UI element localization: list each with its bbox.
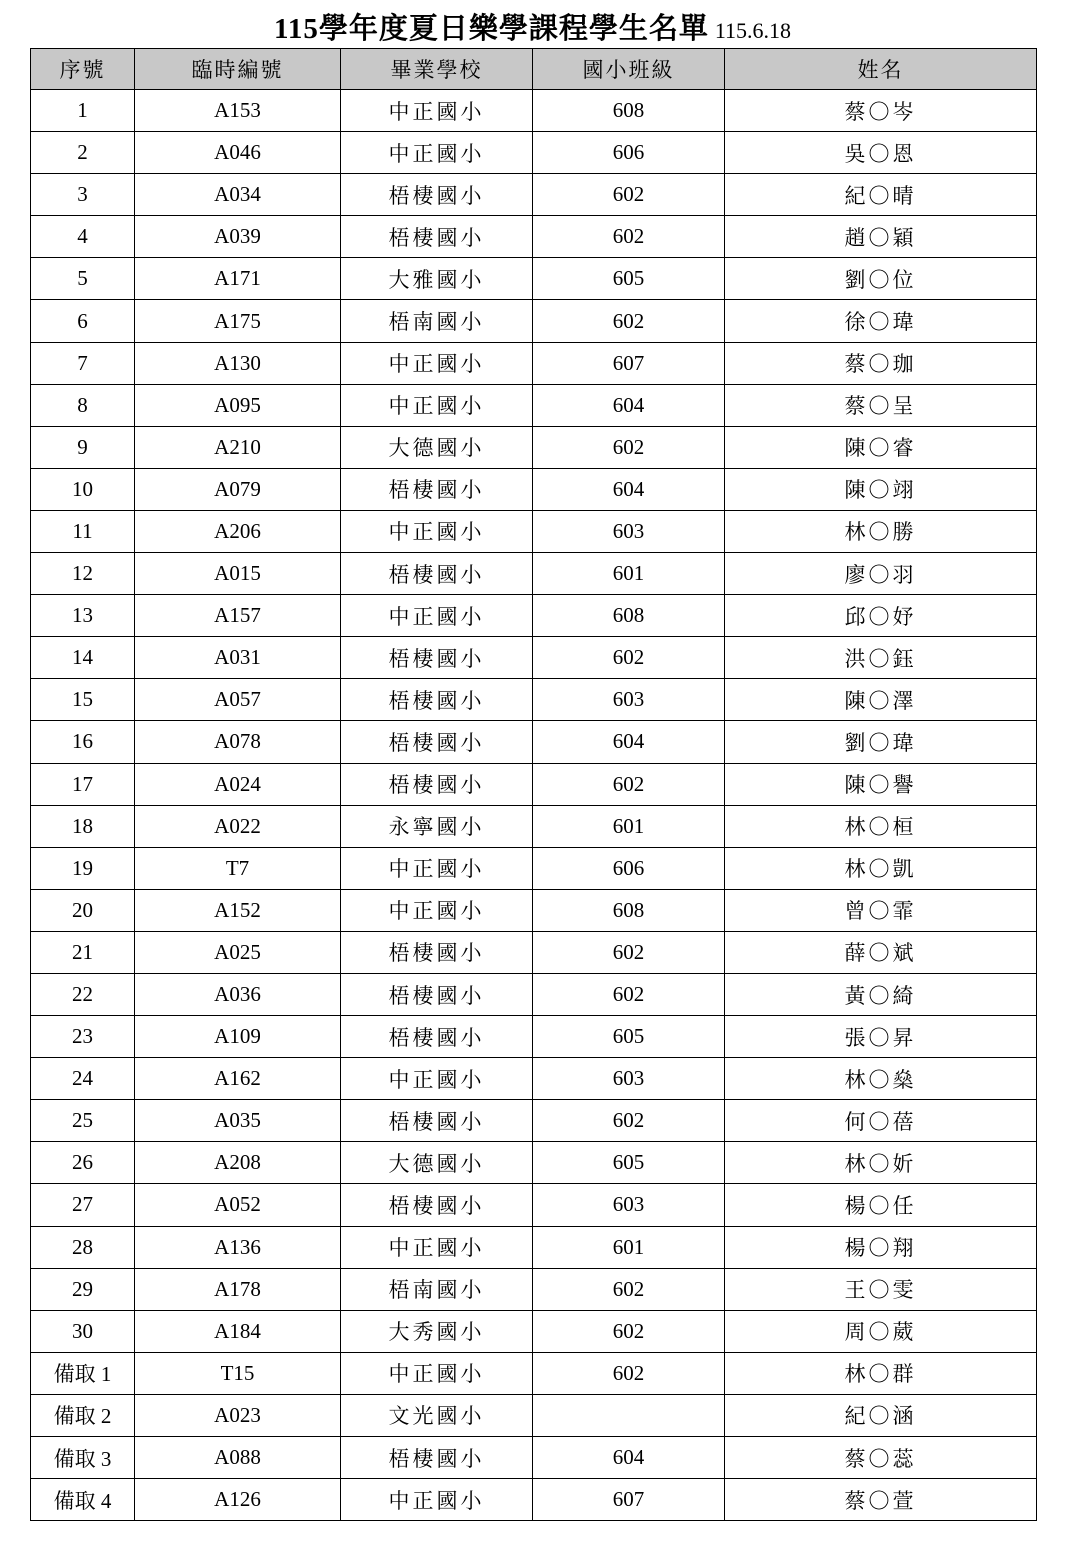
cell-name: 林〇燊 — [725, 1058, 1037, 1100]
cell-temp-id: A130 — [135, 342, 341, 384]
table-row — [31, 1058, 1037, 1100]
cell-class: 603 — [533, 1058, 725, 1100]
cell-seq: 12 — [31, 553, 135, 595]
cell-school: 中正國小 — [341, 132, 533, 174]
cell-seq: 備取 3 — [31, 1437, 135, 1479]
cell-temp-id: A036 — [135, 973, 341, 1015]
cell-name: 洪〇鈺 — [725, 637, 1037, 679]
cell-school: 梧棲國小 — [341, 216, 533, 258]
table-row — [31, 1184, 1037, 1226]
document-title — [0, 6, 1065, 46]
cell-temp-id: A024 — [135, 763, 341, 805]
cell-class: 607 — [533, 342, 725, 384]
cell-temp-id: A152 — [135, 889, 341, 931]
cell-seq: 22 — [31, 973, 135, 1015]
cell-name: 楊〇翔 — [725, 1226, 1037, 1268]
cell-seq: 備取 2 — [31, 1394, 135, 1436]
cell-seq: 23 — [31, 1016, 135, 1058]
cell-school: 梧棲國小 — [341, 637, 533, 679]
cell-temp-id: A153 — [135, 90, 341, 132]
column-header-school: 畢業學校 — [341, 49, 533, 90]
table-row — [31, 1394, 1037, 1436]
cell-class: 606 — [533, 132, 725, 174]
table-row — [31, 931, 1037, 973]
cell-seq: 27 — [31, 1184, 135, 1226]
cell-school: 梧棲國小 — [341, 1437, 533, 1479]
cell-class: 601 — [533, 1226, 725, 1268]
cell-seq: 11 — [31, 510, 135, 552]
cell-class: 604 — [533, 721, 725, 763]
cell-class: 602 — [533, 763, 725, 805]
table-row — [31, 510, 1037, 552]
table-row — [31, 258, 1037, 300]
cell-class: 605 — [533, 1142, 725, 1184]
cell-temp-id: A157 — [135, 595, 341, 637]
cell-school: 梧棲國小 — [341, 553, 533, 595]
table-row — [31, 763, 1037, 805]
table-row — [31, 805, 1037, 847]
table-row — [31, 1100, 1037, 1142]
cell-class: 607 — [533, 1479, 725, 1521]
cell-class: 602 — [533, 300, 725, 342]
cell-class: 603 — [533, 510, 725, 552]
cell-name: 陳〇翊 — [725, 468, 1037, 510]
table-row — [31, 132, 1037, 174]
cell-school: 中正國小 — [341, 1226, 533, 1268]
cell-temp-id: A126 — [135, 1479, 341, 1521]
table-row — [31, 847, 1037, 889]
cell-seq: 5 — [31, 258, 135, 300]
column-header-class: 國小班級 — [533, 49, 725, 90]
cell-school: 梧棲國小 — [341, 973, 533, 1015]
cell-seq: 19 — [31, 847, 135, 889]
cell-temp-id: A034 — [135, 174, 341, 216]
cell-class: 601 — [533, 553, 725, 595]
cell-seq: 9 — [31, 426, 135, 468]
table-row — [31, 468, 1037, 510]
cell-seq: 3 — [31, 174, 135, 216]
cell-seq: 25 — [31, 1100, 135, 1142]
cell-temp-id: A178 — [135, 1268, 341, 1310]
cell-school: 梧棲國小 — [341, 468, 533, 510]
cell-school: 中正國小 — [341, 90, 533, 132]
cell-class: 602 — [533, 1310, 725, 1352]
cell-class: 604 — [533, 468, 725, 510]
cell-name: 林〇妡 — [725, 1142, 1037, 1184]
cell-seq: 16 — [31, 721, 135, 763]
cell-temp-id: A035 — [135, 1100, 341, 1142]
cell-name: 曾〇霏 — [725, 889, 1037, 931]
cell-name: 楊〇任 — [725, 1184, 1037, 1226]
cell-name: 蔡〇萱 — [725, 1479, 1037, 1521]
table-row — [31, 721, 1037, 763]
table-row — [31, 1142, 1037, 1184]
cell-temp-id: A046 — [135, 132, 341, 174]
cell-seq: 29 — [31, 1268, 135, 1310]
cell-temp-id: T15 — [135, 1352, 341, 1394]
cell-temp-id: A184 — [135, 1310, 341, 1352]
cell-name: 陳〇睿 — [725, 426, 1037, 468]
table-row — [31, 426, 1037, 468]
cell-class: 603 — [533, 679, 725, 721]
cell-temp-id: A210 — [135, 426, 341, 468]
cell-temp-id: A208 — [135, 1142, 341, 1184]
table-row — [31, 1479, 1037, 1521]
cell-temp-id: A162 — [135, 1058, 341, 1100]
cell-seq: 7 — [31, 342, 135, 384]
table-row — [31, 174, 1037, 216]
student-roster-table — [30, 48, 1037, 1521]
cell-name: 林〇勝 — [725, 510, 1037, 552]
cell-school: 梧棲國小 — [341, 1016, 533, 1058]
cell-temp-id: A022 — [135, 805, 341, 847]
column-header-temp-id: 臨時編號 — [135, 49, 341, 90]
cell-school: 梧棲國小 — [341, 721, 533, 763]
cell-class: 602 — [533, 216, 725, 258]
cell-seq: 備取 1 — [31, 1352, 135, 1394]
cell-seq: 14 — [31, 637, 135, 679]
cell-seq: 26 — [31, 1142, 135, 1184]
table-row — [31, 637, 1037, 679]
cell-school: 中正國小 — [341, 510, 533, 552]
cell-class: 602 — [533, 637, 725, 679]
table-row — [31, 1310, 1037, 1352]
cell-temp-id: A175 — [135, 300, 341, 342]
cell-school: 中正國小 — [341, 1479, 533, 1521]
cell-school: 梧南國小 — [341, 300, 533, 342]
cell-name: 蔡〇蕊 — [725, 1437, 1037, 1479]
cell-seq: 2 — [31, 132, 135, 174]
cell-temp-id: A079 — [135, 468, 341, 510]
cell-name: 紀〇涵 — [725, 1394, 1037, 1436]
title-main: 115學年度夏日樂學課程學生名單 — [273, 13, 709, 45]
cell-class: 604 — [533, 384, 725, 426]
cell-name: 黃〇綺 — [725, 973, 1037, 1015]
cell-school: 中正國小 — [341, 384, 533, 426]
cell-class: 608 — [533, 889, 725, 931]
cell-temp-id: A088 — [135, 1437, 341, 1479]
cell-school: 中正國小 — [341, 847, 533, 889]
cell-name: 陳〇澤 — [725, 679, 1037, 721]
cell-class: 605 — [533, 258, 725, 300]
cell-class: 608 — [533, 595, 725, 637]
cell-temp-id: T7 — [135, 847, 341, 889]
cell-school: 大雅國小 — [341, 258, 533, 300]
cell-temp-id: A025 — [135, 931, 341, 973]
table-row — [31, 679, 1037, 721]
cell-name: 廖〇羽 — [725, 553, 1037, 595]
cell-school: 中正國小 — [341, 1058, 533, 1100]
cell-school: 梧棲國小 — [341, 931, 533, 973]
cell-name: 張〇昇 — [725, 1016, 1037, 1058]
cell-school: 梧棲國小 — [341, 1184, 533, 1226]
cell-name: 陳〇譽 — [725, 763, 1037, 805]
table-row — [31, 90, 1037, 132]
cell-school: 大德國小 — [341, 426, 533, 468]
table-row — [31, 1352, 1037, 1394]
cell-name: 吳〇恩 — [725, 132, 1037, 174]
cell-school: 梧棲國小 — [341, 763, 533, 805]
cell-seq: 備取 4 — [31, 1479, 135, 1521]
cell-class — [533, 1394, 725, 1436]
cell-seq: 13 — [31, 595, 135, 637]
cell-school: 中正國小 — [341, 1352, 533, 1394]
cell-seq: 24 — [31, 1058, 135, 1100]
cell-name: 何〇蓓 — [725, 1100, 1037, 1142]
cell-name: 趙〇穎 — [725, 216, 1037, 258]
cell-school: 梧南國小 — [341, 1268, 533, 1310]
cell-name: 薛〇斌 — [725, 931, 1037, 973]
title-date: 115.6.18 — [714, 18, 792, 43]
cell-school: 大德國小 — [341, 1142, 533, 1184]
cell-class: 605 — [533, 1016, 725, 1058]
table-row — [31, 553, 1037, 595]
cell-name: 劉〇瑋 — [725, 721, 1037, 763]
cell-name: 林〇凱 — [725, 847, 1037, 889]
cell-name: 紀〇晴 — [725, 174, 1037, 216]
cell-school: 梧棲國小 — [341, 679, 533, 721]
cell-school: 中正國小 — [341, 595, 533, 637]
cell-name: 蔡〇岑 — [725, 90, 1037, 132]
cell-name: 蔡〇呈 — [725, 384, 1037, 426]
cell-temp-id: A206 — [135, 510, 341, 552]
cell-school: 大秀國小 — [341, 1310, 533, 1352]
table-row — [31, 1226, 1037, 1268]
cell-seq: 30 — [31, 1310, 135, 1352]
table-row — [31, 342, 1037, 384]
cell-temp-id: A095 — [135, 384, 341, 426]
table-row — [31, 889, 1037, 931]
cell-temp-id: A039 — [135, 216, 341, 258]
column-header-name: 姓名 — [725, 49, 1037, 90]
cell-temp-id: A057 — [135, 679, 341, 721]
cell-seq: 4 — [31, 216, 135, 258]
table-row — [31, 1268, 1037, 1310]
cell-seq: 8 — [31, 384, 135, 426]
cell-class: 602 — [533, 931, 725, 973]
cell-class: 601 — [533, 805, 725, 847]
table-header-row — [31, 49, 1037, 90]
cell-name: 林〇桓 — [725, 805, 1037, 847]
cell-temp-id: A052 — [135, 1184, 341, 1226]
cell-seq: 6 — [31, 300, 135, 342]
table-body — [31, 90, 1037, 1521]
cell-temp-id: A109 — [135, 1016, 341, 1058]
cell-seq: 21 — [31, 931, 135, 973]
cell-name: 徐〇瑋 — [725, 300, 1037, 342]
table-row — [31, 384, 1037, 426]
cell-seq: 28 — [31, 1226, 135, 1268]
cell-temp-id: A078 — [135, 721, 341, 763]
cell-class: 608 — [533, 90, 725, 132]
cell-class: 602 — [533, 973, 725, 1015]
table-row — [31, 595, 1037, 637]
cell-temp-id: A136 — [135, 1226, 341, 1268]
cell-school: 梧棲國小 — [341, 1100, 533, 1142]
cell-class: 602 — [533, 426, 725, 468]
cell-school: 梧棲國小 — [341, 174, 533, 216]
cell-name: 邱〇妤 — [725, 595, 1037, 637]
cell-seq: 17 — [31, 763, 135, 805]
cell-class: 606 — [533, 847, 725, 889]
table-row — [31, 216, 1037, 258]
cell-class: 602 — [533, 1268, 725, 1310]
cell-temp-id: A171 — [135, 258, 341, 300]
cell-temp-id: A023 — [135, 1394, 341, 1436]
cell-name: 王〇雯 — [725, 1268, 1037, 1310]
cell-temp-id: A031 — [135, 637, 341, 679]
cell-name: 劉〇位 — [725, 258, 1037, 300]
cell-class: 602 — [533, 174, 725, 216]
table-row — [31, 973, 1037, 1015]
cell-seq: 10 — [31, 468, 135, 510]
cell-name: 蔡〇珈 — [725, 342, 1037, 384]
cell-seq: 20 — [31, 889, 135, 931]
cell-class: 602 — [533, 1100, 725, 1142]
cell-school: 中正國小 — [341, 342, 533, 384]
table-row — [31, 300, 1037, 342]
cell-class: 603 — [533, 1184, 725, 1226]
column-header-seq: 序號 — [31, 49, 135, 90]
cell-name: 周〇葳 — [725, 1310, 1037, 1352]
cell-class: 602 — [533, 1352, 725, 1394]
cell-class: 604 — [533, 1437, 725, 1479]
cell-seq: 15 — [31, 679, 135, 721]
cell-seq: 1 — [31, 90, 135, 132]
cell-name: 林〇群 — [725, 1352, 1037, 1394]
cell-school: 中正國小 — [341, 889, 533, 931]
cell-school: 文光國小 — [341, 1394, 533, 1436]
cell-seq: 18 — [31, 805, 135, 847]
cell-school: 永寧國小 — [341, 805, 533, 847]
cell-temp-id: A015 — [135, 553, 341, 595]
table-row — [31, 1016, 1037, 1058]
table-row — [31, 1437, 1037, 1479]
